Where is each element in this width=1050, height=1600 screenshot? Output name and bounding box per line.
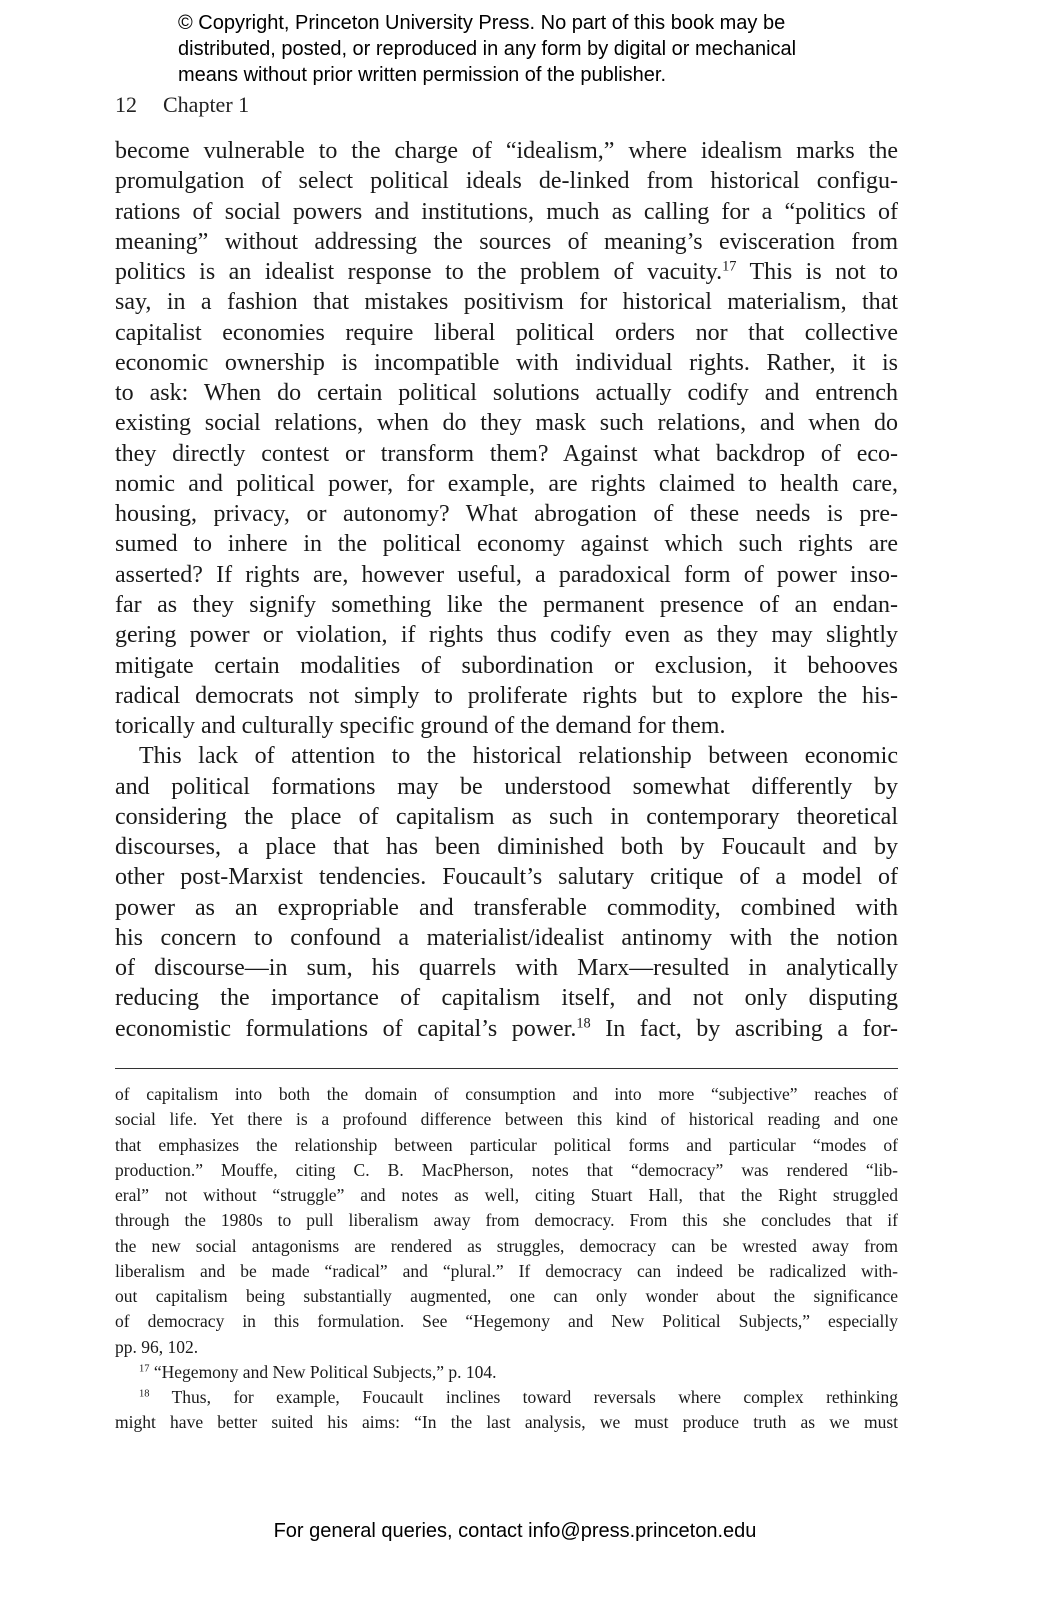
footer-contact: For general queries, contact info@press.princeton.edu [273, 1520, 757, 1542]
running-head [115, 92, 249, 118]
body-line [115, 529, 898, 559]
line-text: gering power or violation, if rights thus codify even as they may slightly [115, 622, 898, 649]
body-line [115, 651, 898, 681]
body-text [115, 136, 898, 1044]
footnote-line [115, 1107, 898, 1132]
footnotes [115, 1082, 898, 1436]
line-text: of discourse—in sum, his quarrels with Marx—resulted in analytically [115, 955, 898, 982]
line-text: housing, privacy, or autonomy? What abrogation of these needs is pre- [115, 501, 898, 528]
body-line [115, 166, 898, 196]
body-line [115, 802, 898, 832]
body-line [115, 590, 898, 620]
line-text: promulgation of select political ideals de-linked from historical configu- [115, 168, 898, 195]
paragraph [115, 741, 898, 1044]
footnote-line [115, 1284, 898, 1309]
body-line [115, 348, 898, 378]
paragraph [115, 136, 898, 741]
line-text: far as they signify something like the permanent presence of an endan- [115, 591, 898, 618]
footnote [115, 1385, 898, 1436]
body-line [115, 923, 898, 953]
body-line [115, 318, 898, 348]
line-text: and political formations may be understood somewhat differently by [115, 773, 898, 800]
body-line [115, 893, 898, 923]
footnote-line [115, 1208, 898, 1233]
line-text: pp. 96, 102. [115, 1336, 199, 1357]
footnote-line [115, 1385, 898, 1410]
body-line [115, 741, 898, 771]
body-line [115, 197, 898, 227]
line-text: to ask: When do certain political solutions actually codify and entrench [115, 380, 898, 407]
line-text: the new social antagonisms are rendered as struggles, democracy can be wrested away from [115, 1235, 898, 1256]
line-text: discourses, a place that has been diminished both by Foucault and by [115, 834, 898, 861]
copyright-line: means without prior written permission of the publisher. [178, 64, 667, 86]
footnote-line [115, 1335, 898, 1360]
footnote-line [115, 1158, 898, 1183]
line-text: of capitalism into both the domain of consumption and into more “subjective” reaches of [115, 1084, 898, 1104]
line-text: say, in a fashion that mistakes positivism for historical materialism, that [115, 289, 898, 316]
footnote-reference: 18 [139, 1388, 150, 1400]
line-text: his concern to confound a materialist/idealist antinomy with the notion [115, 924, 898, 951]
body-line [115, 620, 898, 650]
line-text: might have better suited his aims: “In the last analysis, we must produce truth as we must [115, 1412, 898, 1433]
footnote-line [115, 1183, 898, 1208]
body-line [115, 378, 898, 408]
body-line [115, 408, 898, 438]
footnote-line [115, 1234, 898, 1259]
footnote-line [115, 1259, 898, 1284]
line-text: This is not to [736, 259, 899, 286]
page-number: 12 [115, 92, 137, 117]
copyright-line: distributed, posted, or reproduced in any form by digital or mechanical [178, 38, 797, 60]
footnote-reference: 18 [576, 1015, 591, 1032]
footnote-line [115, 1360, 898, 1385]
footnote-line [115, 1082, 898, 1107]
line-text: production.” Mouffe, citing C. B. MacPherson, notes that “democracy” was rendered “lib- [115, 1159, 898, 1180]
line-text: torically and culturally specific ground of the demand for them. [115, 713, 726, 740]
line-text: they directly contest or transform them? Against what backdrop of eco- [115, 440, 898, 467]
line-text: social life. Yet there is a profound difference between this kind of historical reading and one [115, 1109, 898, 1130]
footnote-reference: 17 [722, 258, 737, 275]
body-line [115, 560, 898, 590]
body-line [115, 1014, 898, 1044]
line-text: existing social relations, when do they mask such relations, and when do [115, 410, 898, 437]
copyright-notice [178, 10, 796, 88]
footnote-line [115, 1309, 898, 1334]
line-text: mitigate certain modalities of subordination or exclusion, it behooves [115, 652, 898, 679]
line-text: capitalist economies require liberal political orders nor that collective [115, 319, 898, 346]
body-line [115, 772, 898, 802]
line-text: “Hegemony and New Political Subjects,” p. 104. [149, 1361, 497, 1382]
line-text: In fact, by ascribing a for- [590, 1015, 899, 1042]
footnote-divider [115, 1068, 898, 1069]
footnote-line [115, 1410, 898, 1435]
body-line [115, 136, 898, 166]
line-text: radical democrats not simply to proliferate rights but to explore the his- [115, 682, 898, 709]
body-line [115, 287, 898, 317]
copyright-line: © Copyright, Princeton University Press. No part of this book may be [178, 12, 786, 34]
line-text: This lack of attention to the historical relationship between economic [139, 743, 898, 770]
line-text: nomic and political power, for example, are rights claimed to health care, [115, 470, 898, 497]
body-line [115, 953, 898, 983]
line-text: that emphasizes the relationship between particular political forms and particular “modes of [115, 1134, 898, 1155]
body-line [115, 439, 898, 469]
body-line [115, 227, 898, 257]
line-text: meaning” without addressing the sources of meaning’s evisceration from [115, 228, 898, 255]
body-line [115, 832, 898, 862]
line-text: of democracy in this formulation. See “Hegemony and New Political Subjects,” especially [115, 1311, 898, 1332]
line-text: politics is an idealist response to the problem of vacuity. [115, 259, 723, 286]
line-text: reducing the importance of capitalism itself, and not only disputing [115, 985, 898, 1012]
footnote-reference: 17 [139, 1363, 150, 1375]
body-line [115, 257, 898, 287]
chapter-title: Chapter 1 [163, 92, 250, 117]
footnote [115, 1082, 898, 1360]
body-line [115, 711, 898, 741]
line-text: asserted? If rights are, however useful, a paradoxical form of power inso- [115, 561, 898, 588]
line-text: economic ownership is incompatible with individual rights. Rather, it is [115, 349, 898, 376]
body-line [115, 862, 898, 892]
footnote-line [115, 1133, 898, 1158]
line-text: rations of social powers and institutions, much as calling for a “politics of [115, 198, 898, 225]
line-text: become vulnerable to the charge of “idealism,” where idealism marks the [115, 138, 898, 164]
body-line [115, 499, 898, 529]
line-text: considering the place of capitalism as such in contemporary theoretical [115, 803, 898, 830]
line-text: other post-Marxist tendencies. Foucault’s salutary critique of a model of [115, 864, 898, 891]
body-line [115, 681, 898, 711]
body-line [115, 983, 898, 1013]
line-text: power as an expropriable and transferable commodity, combined with [115, 894, 898, 921]
footnote [115, 1360, 898, 1385]
line-text: eral” not without “struggle” and notes as well, citing Stuart Hall, that the Right struggled [115, 1185, 898, 1205]
line-text: sumed to inhere in the political economy against which such rights are [115, 531, 898, 558]
line-text: Thus, for example, Foucault inclines toward reversals where complex rethinking [149, 1387, 898, 1407]
line-text: economistic formulations of capital’s power. [115, 1015, 577, 1042]
line-text: through the 1980s to pull liberalism away from democracy. From this she concludes that if [115, 1210, 898, 1231]
line-text: liberalism and be made “radical” and “plural.” If democracy can indeed be radicalized with- [115, 1260, 898, 1281]
body-line [115, 469, 898, 499]
line-text: out capitalism being substantially augmented, one can only wonder about the significance [115, 1286, 898, 1306]
